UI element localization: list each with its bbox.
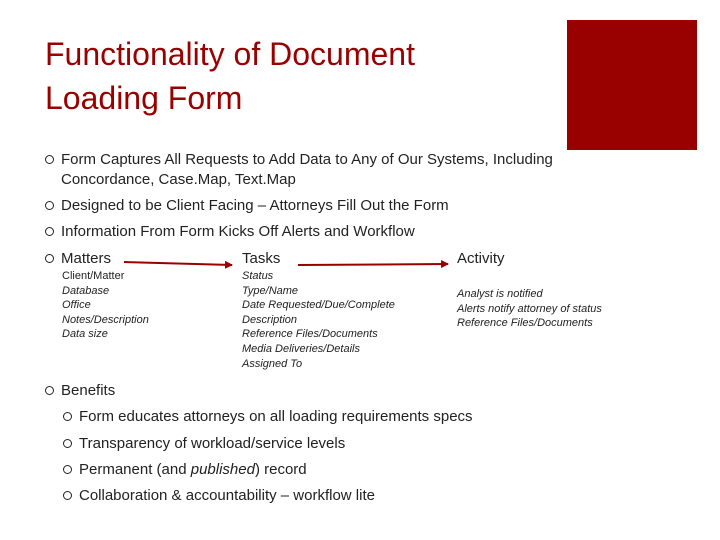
tasks-item: Media Deliveries/Details [242, 342, 360, 355]
tasks-header: Tasks [242, 250, 281, 267]
bullet-circle-icon [63, 439, 72, 448]
tasks-item: Assigned To [242, 357, 303, 370]
matters-list [62, 269, 149, 342]
bullet-circle-icon [63, 491, 72, 500]
matters-header: Matters [61, 249, 111, 269]
bullet-circle-icon [45, 386, 54, 395]
arrow-matters-to-tasks [124, 262, 232, 265]
benefit-item: Permanent (and published) record [79, 460, 307, 480]
activity-item: Alerts notify attorney of status [457, 302, 602, 315]
title-line-1: Functionality of Document [45, 36, 415, 72]
benefit-item: Transparency of workload/service levels [79, 434, 345, 454]
matters-item: Data size [62, 328, 108, 341]
bullet-circle-icon [63, 465, 72, 474]
bullet-text: Designed to be Client Facing – Attorneys Fill Out the Form [61, 197, 449, 214]
bullet-circle-icon [63, 412, 72, 421]
tasks-item: Description [242, 313, 298, 326]
activity-header: Activity [457, 250, 505, 267]
tasks-list [242, 269, 395, 371]
tasks-item: Reference Files/Documents [242, 328, 378, 341]
benefits-heading: Benefits [61, 381, 115, 401]
tasks-item: Date Requested/Due/Complete [242, 299, 395, 312]
title-line-2: Loading Form [45, 80, 243, 116]
tasks-item: Type/Name [242, 284, 299, 297]
activity-list [457, 287, 602, 331]
bullet-text-line-2: Concordance, Case.Map, Text.Map [61, 171, 296, 188]
bullet-text-line-1: Form Captures All Requests to Add Data to Any of Our Systems, Including [61, 151, 553, 168]
tasks-item: Status [242, 270, 274, 282]
bullet-text: Information From Form Kicks Off Alerts and Workflow [61, 223, 415, 240]
matters-item: Notes/Description [62, 313, 149, 326]
matters-item: Database [62, 284, 110, 297]
matters-item: Client/Matter [62, 270, 125, 282]
activity-item: Analyst is notified [457, 288, 543, 300]
activity-item: Reference Files/Documents [457, 317, 593, 330]
matters-item: Office [62, 299, 91, 312]
benefit-item: Collaboration & accountability – workflow lite [79, 486, 375, 506]
benefit-item: Form educates attorneys on all loading requirements specs [79, 407, 473, 427]
arrow-tasks-to-activity [298, 264, 448, 265]
